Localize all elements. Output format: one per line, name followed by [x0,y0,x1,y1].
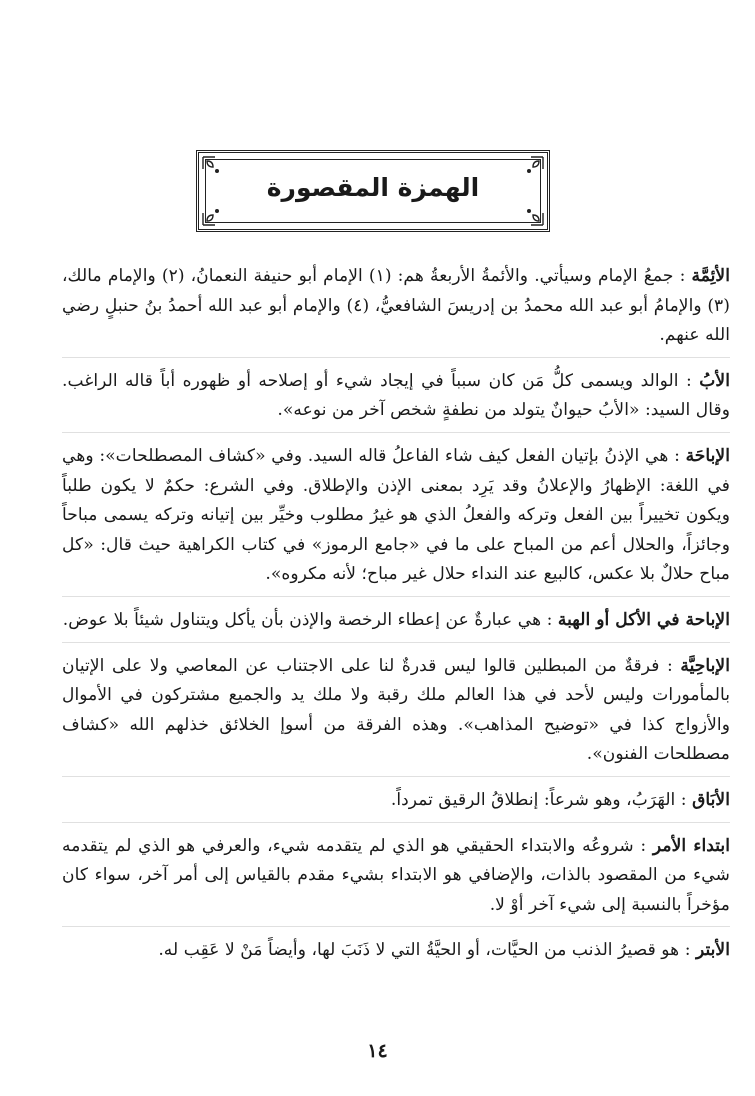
entry-definition: : هي عبارةٌ عن إعطاء الرخصة والإذن بأن يأكل ويتناول شيئاً بلا عوض. [62,609,553,630]
entry-definition: : جمعُ الإمام وسيأتي. والأئمةُ الأربعةُ هم: (١) الإمام أبو حنيفة النعمانُ، (٢) والإمام مالك، (٣) والإمامُ أبو عبد الله محمدُ بن إدريسَ الشافعيُّ، (٤) والإمام أبو عبد الله أحمدُ بنُ حنبلٍ رضي الله عنهم. [62,266,730,346]
entry-paragraph [62,442,730,597]
ornament-corner-icon [201,205,223,227]
entry-term: الأبَاق [692,789,730,810]
entries-body [62,262,730,981]
entry-paragraph [62,367,730,433]
entry-term: الأئِمَّة [691,266,730,286]
entry-definition: : الوالد ويسمى كلُّ مَن كان سبباً في إيجاد شيء أو إصلاحه أو ظهوره أباً قاله الراغب. وقال السيد: «الأبُ حيوانٌ يتولد من نطفةٍ شخص آخر من نوعه». [62,370,730,421]
page-number: ١٤ [367,1040,388,1062]
entry-term: الإباحَة [685,445,730,466]
ornament-corner-icon [523,205,545,227]
entry-paragraph [62,786,730,823]
entry-paragraph [62,606,730,643]
entry-definition: : هو قصيرُ الذنب من الحيَّات، أو الحيَّةُ التي لا ذَنَبَ لها، وأيضاً مَنْ لا عَقِب له. [158,940,691,961]
entry-definition: : الهَرَبُ، وهو شرعاً: إنطلاقُ الرقيق تمرداً. [390,789,687,810]
entry-paragraph [62,652,730,777]
entry-term: ابتداء الأمر [652,835,730,856]
entry-paragraph [62,832,730,928]
entry-term: الأبُ [699,370,730,391]
entry-definition: : هي الإذنُ بإتيان الفعل كيف شاء الفاعلُ قاله السيد. وفي «كشاف المصطلحات»: وهي في اللغة: الإظهارُ والإعلانُ وقد يَرِد بمعنى الإذن والإطلاق. وفي الشرع: حكمٌ لا يكون طلباً ويكون تخييراً بين الفعل وتركه والفعلُ الذي هو غيرُ مطلوب وخيِّر بين إتيانه وتركه يسمى مباحاً وجائزاً، والحلال أعم من المباح على ما في «جامع الرموز» في كتاب الكراهية حيث قال: «كل مباح حلالٌ بلا عكس، كالبيع عند النداء حلال غير مباح؛ لأنه مكروه». [62,445,730,585]
entry-paragraph [62,262,730,358]
entry-paragraph [62,936,730,972]
entry-term: الأبتر [695,940,730,961]
chapter-title: الهمزة المقصورة [266,173,480,202]
entry-term: الإباحة في الأكل أو الهبة [557,609,730,630]
chapter-title-frame [196,150,550,232]
entry-definition: : شروعُه والابتداء الحقيقي هو الذي لم يتقدمه شيء، والعرفي هو الذي لم يتقدمه شيء من المقصود بالذات، والإضافي هو الابتداء بشيء مقدم بالقياس إلى أمر آخر، سواء كان مؤخراً بالنسبة إلى شيء آخر أوْ لا. [62,835,730,915]
entry-term: الإباحِيَّة [680,655,730,676]
entry-definition: : فرقةٌ من المبطلين قالوا ليس قدرةٌ لنا على الاجتناب عن المعاصي ولا على الإتيان بالمأمورات وليس لأحد في هذا العالم ملك رقبة ولا ملك يد والجميع مشتركون في الأموال والأزواج كذا في «توضيح المذاهب». وهذه الفرقة من أسوإ الخلائق خذلهم الله «كشاف مصطلحات الفنون». [62,655,730,765]
